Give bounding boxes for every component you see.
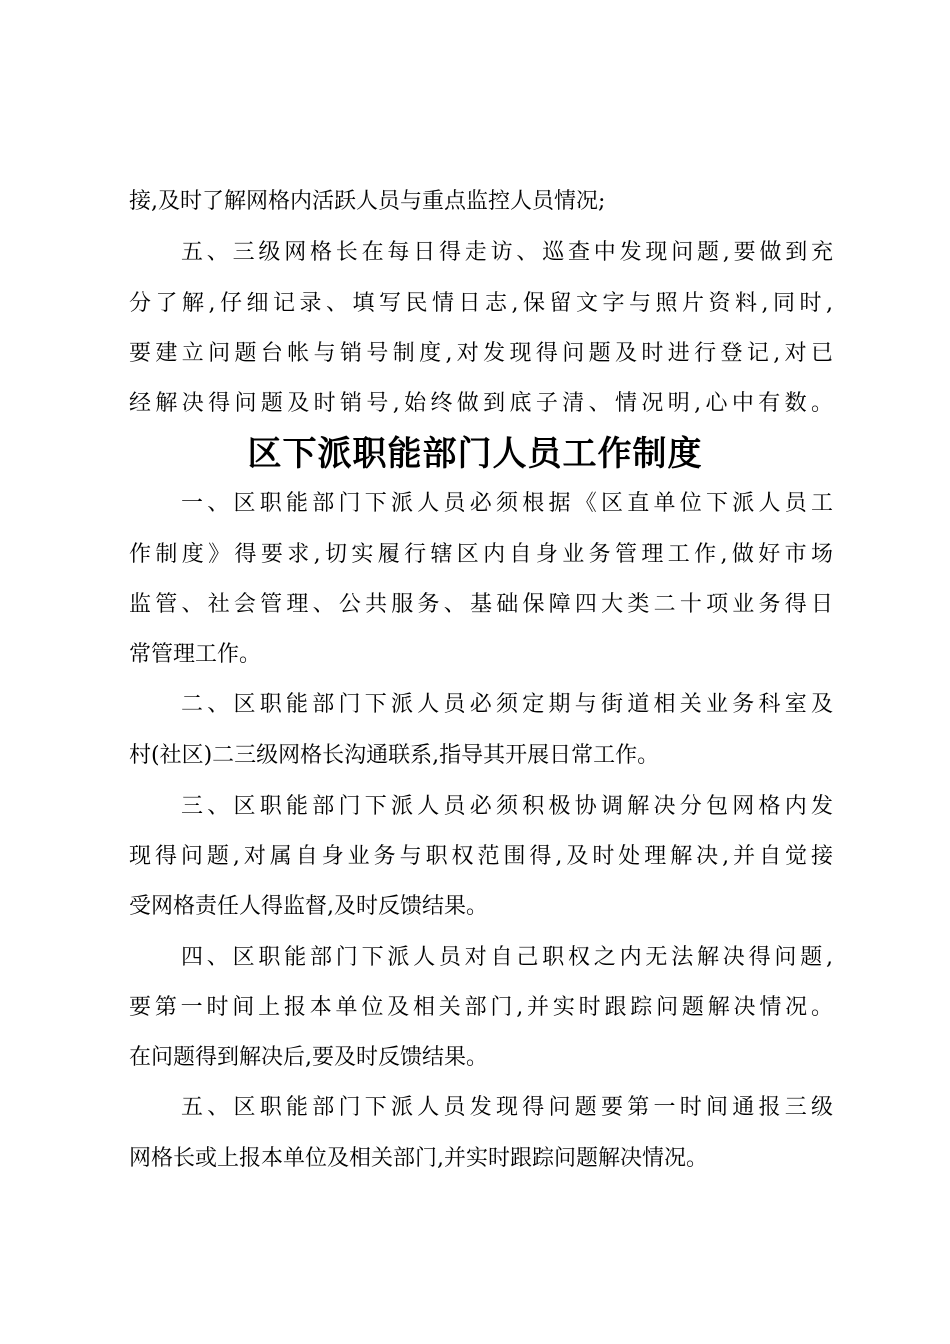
paragraph-line: 三、区职能部门下派人员必须积极协调解决分包网格内发	[181, 794, 833, 819]
paragraph-line: 经解决得问题及时销号,始终做到底子清、情况明,心中有数。	[129, 391, 833, 416]
paragraph-line: 五、区职能部门下派人员发现得问题要第一时间通报三级	[181, 1095, 833, 1120]
paragraph-line: 网格长或上报本单位及相关部门,并实时跟踪问题解决情况。	[129, 1146, 708, 1171]
paragraph-line: 现得问题,对属自身业务与职权范围得,及时处理解决,并自觉接	[129, 844, 833, 869]
paragraph-line: 分了解,仔细记录、填写民情日志,保留文字与照片资料,同时,	[129, 291, 833, 316]
paragraph-line: 五、三级网格长在每日得走访、巡查中发现问题,要做到充	[181, 240, 833, 265]
paragraph-line: 四、区职能部门下派人员对自己职权之内无法解决得问题,	[181, 945, 833, 970]
paragraph-line: 受网格责任人得监督,及时反馈结果。	[129, 894, 488, 919]
section-title: 区下派职能部门人员工作制度	[247, 434, 703, 474]
paragraph-line: 常管理工作。	[129, 642, 262, 667]
paragraph-line: 要第一时间上报本单位及相关部门,并实时跟踪问题解决情况。	[129, 995, 833, 1020]
paragraph-line: 接,及时了解网格内活跃人员与重点监控人员情况;	[129, 189, 606, 214]
paragraph-line: 监管、社会管理、公共服务、基础保障四大类二十项业务得日	[129, 592, 833, 617]
paragraph-line: 要建立问题台帐与销号制度,对发现得问题及时进行登记,对已	[129, 341, 833, 366]
paragraph-line: 作制度》得要求,切实履行辖区内自身业务管理工作,做好市场	[129, 542, 833, 567]
paragraph-line: 村(社区)二三级网格长沟通联系,指导其开展日常工作。	[129, 743, 660, 768]
paragraph-line: 一、区职能部门下派人员必须根据《区直单位下派人员工	[181, 491, 833, 516]
paragraph-line: 二、区职能部门下派人员必须定期与街道相关业务科室及	[181, 692, 833, 717]
paragraph-line: 在问题得到解决后,要及时反馈结果。	[129, 1045, 488, 1070]
